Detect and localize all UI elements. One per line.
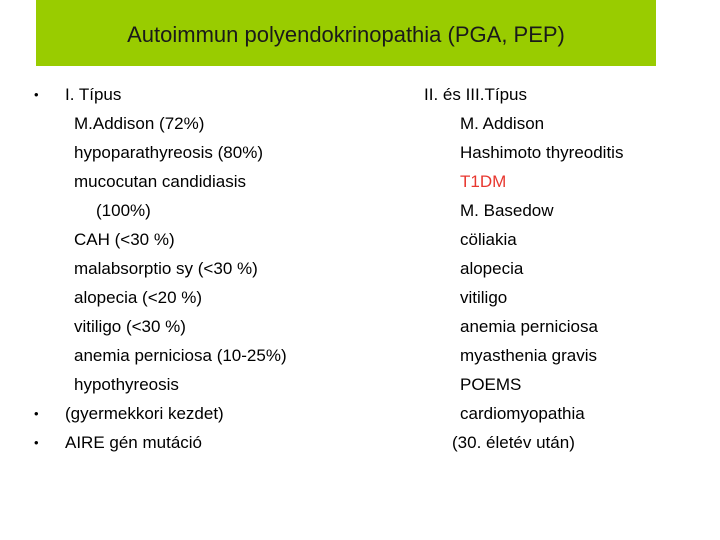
- left-column: [34, 80, 354, 457]
- slide-title: Autoimmun polyendokrinopathia (PGA, PEP): [127, 22, 565, 47]
- type-one-heading: I. Típus: [65, 85, 122, 104]
- list-item: alopecia (<20 %): [74, 288, 203, 307]
- gene-note: AIRE gén mutáció: [65, 433, 203, 452]
- type-two-three-heading: II. és III.Típus: [424, 85, 527, 104]
- title-bar: [36, 0, 656, 66]
- list-item: M.Addison (72%): [74, 114, 205, 133]
- list-item: anemia perniciosa (10-25%): [74, 346, 287, 365]
- list-item: hypoparathyreosis (80%): [74, 143, 263, 162]
- list-item: Hashimoto thyreoditis: [460, 143, 624, 162]
- list-item: POEMS: [460, 375, 522, 394]
- list-item: [34, 399, 354, 428]
- list-item: CAH (<30 %): [74, 230, 175, 249]
- list-item: alopecia: [460, 259, 524, 278]
- list-item: (100%): [96, 201, 151, 220]
- list-item-highlighted: T1DM: [460, 172, 507, 191]
- list-item: [34, 80, 354, 109]
- list-item: [34, 428, 354, 457]
- list-item: myasthenia gravis: [460, 346, 598, 365]
- onset-note: (gyermekkori kezdet): [65, 404, 224, 423]
- list-item: vitiligo: [460, 288, 508, 307]
- right-column: [424, 80, 714, 457]
- list-item: cöliakia: [460, 230, 517, 249]
- list-item: anemia perniciosa: [460, 317, 598, 336]
- list-item: hypothyreosis: [74, 375, 179, 394]
- list-item: mucocutan candidiasis: [74, 172, 246, 191]
- bullet-icon: •: [34, 87, 39, 102]
- list-item: cardiomyopathia: [460, 404, 585, 423]
- bullet-icon: •: [34, 406, 39, 421]
- list-item: malabsorptio sy (<30 %): [74, 259, 258, 278]
- bullet-icon: •: [34, 435, 39, 450]
- list-item: vitiligo (<30 %): [74, 317, 186, 336]
- list-item: M. Addison: [460, 114, 545, 133]
- list-item: M. Basedow: [460, 201, 554, 220]
- age-note: (30. életév után): [452, 433, 575, 452]
